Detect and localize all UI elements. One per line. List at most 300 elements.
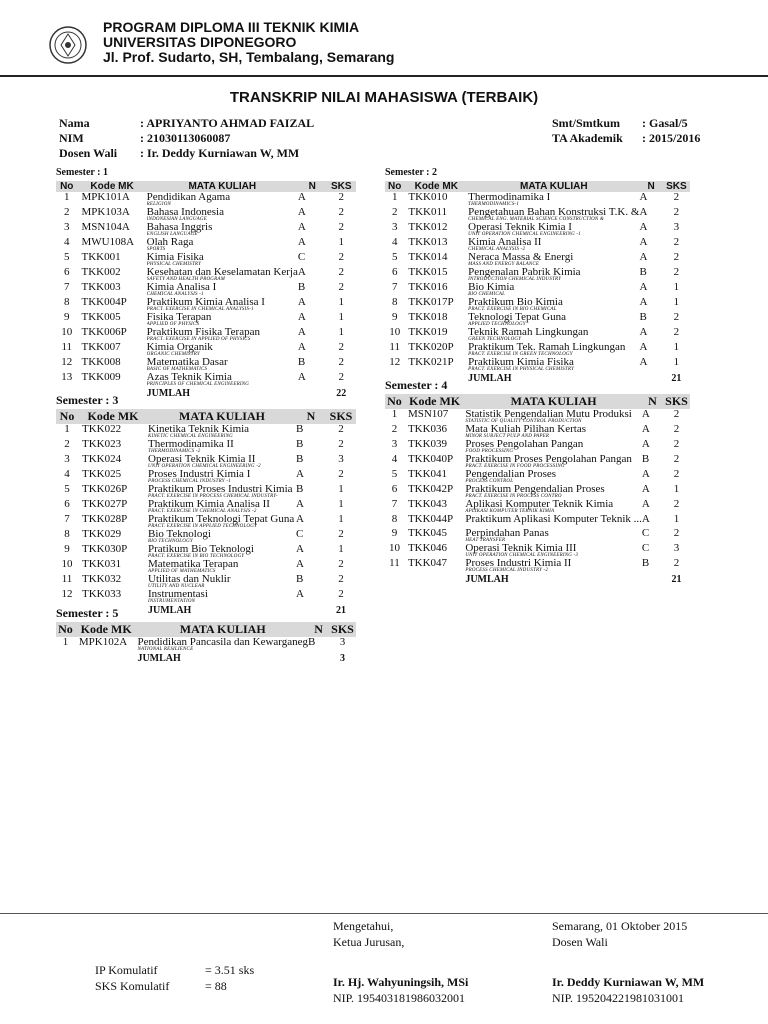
col-sks-header: SKS [663, 181, 690, 192]
semester-title: Semester : 3 [56, 393, 119, 407]
course-name-english: PRACT. EXERCISE IN FOOD PROCESSING [465, 464, 565, 469]
sks-value: = 88 [205, 979, 227, 993]
total-credits: 22 [336, 388, 347, 399]
course-name-english: PRACT. EXERCISE IN BIO TECHNOLOGY [148, 554, 245, 559]
course-code: MWU108A [81, 236, 135, 248]
col-n-header: N [298, 181, 327, 192]
course-name: Pendidikan Pancasila dan Kewarganeg [137, 637, 309, 648]
grade: A [297, 311, 306, 323]
course-code: TKK013 [408, 236, 448, 248]
course-name: Bahasa Indonesia [146, 207, 224, 218]
course-code: TKK043 [407, 498, 448, 510]
credits: 1 [338, 296, 345, 308]
course-name: Praktikum Tek. Ramah Lingkungan [468, 342, 626, 353]
table-row [385, 409, 690, 424]
course-name-cell [465, 439, 642, 454]
course-name-cell [148, 499, 296, 514]
table-row [385, 297, 690, 312]
course-name-cell [468, 207, 639, 222]
course-name-cell [468, 312, 639, 327]
credits: 1 [338, 311, 345, 323]
semester-5-block [56, 606, 356, 666]
total-credits: 3 [340, 653, 346, 664]
course-name-cell [147, 327, 298, 342]
course-name-cell [147, 372, 298, 387]
semester-2-block [385, 167, 690, 386]
grade: A [639, 326, 648, 338]
course-code: TKK021P [408, 356, 454, 368]
dosen-wali-title: Dosen Wali [552, 935, 608, 949]
course-name-cell [148, 454, 296, 469]
credits: 3 [339, 636, 346, 648]
table-row [56, 237, 356, 252]
course-name-english: NATIONAL RESILIENCE [137, 647, 194, 652]
course-name-cell [147, 252, 298, 267]
course-code: TKK011 [408, 206, 448, 218]
course-code: TKK041 [407, 468, 448, 480]
row-number: 11 [61, 341, 73, 353]
grade: A [639, 251, 648, 263]
course-name-english: PROCESS CHEMICAL INDUSTRY -2 [465, 567, 549, 573]
col-kode-header: Kode MK [78, 409, 148, 424]
course-name-english: GREEN TECHNOLOGY [468, 337, 522, 342]
credits: 2 [338, 588, 344, 600]
table-row [56, 312, 356, 327]
credits: 2 [338, 191, 345, 203]
grades-table [56, 409, 356, 618]
course-name-english: MASS AND ENERGY BALANCE [468, 262, 540, 267]
table-row [56, 357, 356, 372]
grade: A [641, 513, 650, 525]
grade: B [308, 636, 316, 648]
grade: A [639, 221, 648, 233]
course-code: TKK047 [407, 556, 448, 569]
course-name-english: APPLIED TECHNOLOGY [468, 322, 526, 327]
col-mata-header: MATA KULIAH [137, 622, 308, 637]
header-line-3: Jl. Prof. Sudarto, SH, Tembalang, Semarang [103, 49, 395, 65]
course-name-cell [148, 514, 296, 529]
table-row [385, 469, 690, 484]
table-row [385, 327, 690, 342]
col-kode-header: Kode MK [404, 181, 468, 192]
total-credits: 21 [671, 373, 682, 384]
total-spacer [56, 652, 75, 666]
grade: A [639, 341, 648, 353]
course-name: Kimia Fisika [146, 252, 204, 263]
table-row [56, 544, 356, 559]
cumulative-summary [95, 962, 254, 994]
course-name: Teknik Ramah Lingkungan [468, 327, 589, 338]
credits: 2 [673, 423, 680, 435]
table-row [56, 484, 356, 499]
course-code: TKK030P [82, 543, 128, 555]
table-row [385, 267, 690, 282]
row-number: 4 [391, 236, 398, 248]
dosen-label: Dosen Wali [59, 146, 118, 160]
course-name: Mata Kuliah Pilihan Kertas [465, 424, 586, 435]
col-sks-header: SKS [663, 394, 690, 409]
grade: A [639, 296, 648, 308]
total-spacer [75, 652, 138, 666]
table-row [385, 312, 690, 327]
wali-signature [552, 918, 687, 950]
nim-label: NIM [59, 131, 84, 145]
credits: 1 [673, 296, 680, 308]
course-name: Matematika Dasar [146, 357, 228, 368]
course-name-english: PHYSICAL CHEMISTRY [146, 262, 202, 267]
course-name-english: PRACT. EXERCISE IN GREEN TECHNOLOGY [468, 352, 573, 357]
course-name: Instrumentasi [148, 589, 208, 600]
course-name-english: CHEMICAL ANALYSIS -2 [468, 247, 526, 252]
course-name-cell [147, 357, 298, 372]
row-number: 1 [391, 191, 398, 203]
col-mata-header: MATA KULIAH [468, 181, 639, 192]
wali-name-block [552, 974, 704, 1006]
col-no-header: No [385, 181, 404, 192]
course-name-english: BIO CHEMICAL [468, 292, 506, 297]
grade: B [639, 311, 647, 323]
credits: 2 [338, 528, 344, 540]
grade: B [296, 438, 304, 450]
course-name-english: STATISTIC OF QUALITY CONTROL PRODUCTION [465, 419, 582, 424]
course-name: Kinetika Teknik Kimia [148, 424, 250, 435]
row-number: 10 [61, 558, 73, 570]
course-name: Pendidikan Agama [146, 192, 231, 203]
course-name: Proses Industri Kimia II [465, 557, 572, 569]
table-row [385, 357, 690, 372]
grade: A [296, 498, 304, 510]
course-name-english: SPORTS [146, 247, 166, 252]
course-name-cell [465, 528, 642, 543]
course-name: Pratikum Bio Teknologi [148, 544, 254, 555]
course-name-cell [148, 469, 296, 484]
course-name-cell [148, 559, 296, 574]
grade: A [641, 468, 650, 480]
course-name-english: PRACT. EXERCISE IN APPLIED TECHNOLOGY [148, 524, 258, 529]
table-row [385, 558, 690, 573]
header-line-2: UNIVERSITAS DIPONEGORO [103, 34, 297, 50]
course-code: TKK009 [81, 371, 121, 383]
course-name-english: PROCESS CONTROL [465, 479, 514, 484]
credits: 2 [338, 341, 345, 353]
course-name-english: CHEMICAL ANALYSIS -1 [146, 292, 204, 297]
col-n-header: N [639, 181, 662, 192]
course-name-cell [465, 424, 642, 439]
course-name: Proses Pengolahan Pangan [465, 439, 584, 450]
table-row [385, 499, 690, 514]
credits: 2 [338, 558, 344, 570]
course-name-english: PROCESS CHEMICAL INDUSTRY -1 [148, 479, 231, 484]
table-row [56, 192, 356, 207]
grades-table [56, 181, 356, 401]
course-name: Kimia Organik [146, 342, 213, 353]
course-name-english: INDONESIAN LANGUAGE [146, 217, 207, 222]
row-number: 5 [64, 483, 70, 495]
row-number: 3 [391, 221, 398, 233]
col-n-header: N [308, 622, 329, 637]
table-row [385, 222, 690, 237]
col-no-header: No [56, 409, 78, 424]
grade: B [296, 573, 304, 585]
grade: B [296, 423, 304, 435]
course-name: Statistik Pengendalian Mutu Produksi [465, 409, 632, 420]
table-row [385, 342, 690, 357]
course-code: TKK004P [81, 296, 127, 308]
row-number: 8 [391, 296, 398, 308]
table-row [56, 424, 356, 439]
grade: A [296, 558, 304, 570]
col-n-header: N [296, 409, 326, 424]
grade: B [639, 266, 647, 278]
course-name: Proses Industri Kimia I [148, 469, 251, 480]
nama-value: : APRIYANTO AHMAD FAIZAL [140, 116, 315, 130]
col-no-header: No [385, 394, 404, 409]
course-name-cell [147, 312, 298, 327]
table-row [56, 267, 356, 282]
course-code: TKK031 [82, 558, 122, 570]
course-name: Pengendalian Proses [465, 469, 557, 480]
page-title: TRANSKRIP NILAI MAHASISWA (TERBAIK) [229, 89, 539, 106]
course-name-english: PRACT. EXERCISE IN PROCESS CHEMICAL INDUSTRY- [148, 494, 278, 499]
grade: C [641, 526, 650, 539]
wali-nip: NIP. 195204221981031001 [552, 991, 685, 1005]
table-row [385, 252, 690, 267]
table-row [385, 237, 690, 252]
total-row [385, 573, 690, 587]
course-name-english: UNIT OPERATION CHEMICAL ENGINEERING -2 [148, 464, 261, 469]
grade: A [639, 236, 648, 248]
grade: A [296, 588, 304, 600]
row-number: 2 [391, 206, 398, 218]
total-label: JUMLAH [468, 373, 512, 384]
ipk-label: IP Komulatif [95, 963, 158, 977]
ipk-value: = 3.51 sks [205, 963, 255, 977]
course-name: Praktikum Bio Kimia [468, 297, 563, 308]
course-name-cell [148, 484, 296, 499]
grade: A [296, 513, 304, 525]
credits: 2 [673, 326, 680, 338]
course-code: TKK025 [82, 468, 122, 480]
course-code: TKK019 [408, 326, 448, 338]
university-seal-icon [48, 25, 88, 65]
course-name: Operasi Teknik Kimia II [148, 454, 256, 465]
course-code: MSN104A [81, 221, 130, 233]
row-number: 5 [63, 251, 70, 263]
course-name-cell [147, 237, 298, 252]
course-name-english: MINOR SUBJECT PULP AND PAPER [465, 434, 550, 439]
credits: 1 [338, 498, 344, 510]
table-row [56, 297, 356, 312]
total-row [56, 652, 356, 666]
row-number: 10 [389, 326, 401, 338]
course-name-english: RELIGION [146, 202, 172, 207]
course-name: Thermodinamika II [148, 439, 234, 450]
ketua-signature [333, 918, 404, 950]
header-divider [0, 75, 768, 77]
credits: 1 [673, 341, 680, 353]
row-number: 5 [391, 251, 398, 263]
course-code: TKK014 [408, 251, 448, 263]
course-name-cell [147, 222, 298, 237]
row-number: 8 [391, 513, 398, 525]
course-name-cell [468, 297, 639, 312]
course-name-english: UNIT OPERATION CHEMICAL ENGINEERING -1 [468, 232, 581, 237]
course-name: Olah Raga [146, 237, 194, 248]
table-row [56, 252, 356, 267]
course-name: Aplikasi Komputer Teknik Kimia [465, 499, 614, 510]
course-code: MPK102A [78, 636, 128, 648]
semester-3-block [56, 393, 356, 618]
row-number: 7 [63, 281, 70, 293]
credits: 2 [673, 266, 680, 278]
course-name: Azas Teknik Kimia [146, 372, 232, 383]
row-number: 3 [64, 453, 70, 465]
credits: 2 [673, 526, 680, 539]
dosen-value: : Ir. Deddy Kurniawan W, MM [140, 146, 300, 160]
course-code: TKK046 [407, 541, 448, 554]
row-number: 1 [62, 636, 69, 648]
table-row [385, 424, 690, 439]
course-name-cell [147, 267, 298, 282]
row-number: 9 [64, 543, 70, 555]
row-number: 1 [391, 408, 398, 420]
grades-table [385, 394, 690, 587]
course-code: TKK029 [82, 528, 122, 540]
grade: A [641, 498, 650, 510]
grade: A [297, 296, 306, 308]
row-number: 11 [389, 556, 400, 569]
row-number: 11 [389, 341, 400, 353]
table-header-row [56, 622, 356, 637]
table-row [56, 222, 356, 237]
table-row [385, 192, 690, 207]
row-number: 6 [63, 266, 70, 278]
row-number: 3 [391, 438, 398, 450]
course-code: TKK012 [408, 221, 448, 233]
total-spacer [642, 573, 663, 587]
course-name-english: KINETIC CHEMICAL ENGINEERING [148, 434, 233, 439]
row-number: 9 [391, 311, 398, 323]
row-number: 4 [63, 236, 70, 248]
ketua-nip: NIP. 195403181986032001 [333, 991, 466, 1005]
course-name: Kimia Analisa I [146, 282, 217, 293]
table-row [56, 282, 356, 297]
course-code: MPK103A [81, 206, 130, 218]
credits: 2 [673, 311, 680, 323]
col-n-header: N [642, 394, 663, 409]
credits: 2 [673, 498, 680, 510]
course-name: Bio Kimia [468, 282, 515, 293]
course-code: TKK020P [408, 341, 454, 353]
semester-title: Semester : 2 [385, 167, 438, 178]
course-code: TKK028P [82, 513, 128, 525]
table-header-row [385, 394, 690, 409]
course-name-english: UNIT OPERATION CHEMICAL ENGINEERING -3 [465, 552, 579, 558]
grade: C [641, 541, 650, 554]
row-number: 7 [391, 498, 398, 510]
course-name-english: SAFETY AND HEALTH PROGRAM [146, 277, 225, 282]
grade: C [297, 251, 306, 263]
course-name: Praktikum Fisika Terapan [146, 327, 260, 338]
credits: 1 [338, 236, 345, 248]
course-code: MPK101A [81, 191, 130, 203]
course-code: TKK036 [407, 423, 448, 435]
grade: A [639, 206, 648, 218]
course-code: TKK010 [408, 191, 448, 203]
ketua-title: Ketua Jurusan, [333, 935, 405, 949]
row-number: 1 [64, 423, 70, 435]
table-row [56, 327, 356, 342]
table-row [385, 514, 690, 528]
course-name-cell [468, 282, 639, 297]
table-row [56, 207, 356, 222]
grade: A [641, 423, 650, 435]
semester-1-block [56, 167, 356, 401]
course-name-english: THERMODINAMICS-1 [468, 202, 520, 207]
col-no-header: No [56, 181, 77, 192]
sks-label: SKS Komulatif [95, 979, 170, 993]
course-name: Praktikum Proses Pengolahan Pangan [465, 454, 632, 465]
table-row [56, 372, 356, 387]
course-name-cell [465, 514, 642, 528]
table-row [385, 528, 690, 543]
course-name-english: PRACT. EXERCISE IN APPLIED OF PHYSICS [146, 337, 251, 342]
course-name-english: APPLIED OF MATHEMATICS [148, 569, 216, 574]
course-code: TKK007 [81, 341, 121, 353]
header-line-1: PROGRAM DIPLOMA III TEKNIK KIMIA [103, 19, 360, 35]
semester-title: Semester : 4 [385, 378, 448, 392]
row-number: 11 [61, 573, 73, 585]
nim-value: : 21030113060087 [140, 131, 231, 145]
total-credits: 21 [671, 573, 682, 585]
credits: 3 [673, 541, 680, 554]
course-code: TKK003 [81, 281, 121, 293]
grade: B [641, 556, 650, 569]
credits: 1 [338, 483, 344, 495]
table-row [56, 589, 356, 604]
grade: A [639, 281, 648, 293]
course-code: TKK001 [81, 251, 121, 263]
row-number: 10 [388, 541, 400, 554]
table-row [56, 574, 356, 589]
course-name-english: PRACT. EXERCISE IN PHYSICAL CHEMISTRY [468, 367, 575, 372]
course-name-cell [468, 222, 639, 237]
credits: 1 [338, 513, 344, 525]
grade: C [296, 528, 304, 540]
wali-name: Ir. Deddy Kurniawan W, MM [552, 975, 705, 989]
course-name-english: PRACT. EXERCISE IN CHEMICAL ANALYSIS-1 [146, 307, 254, 312]
credits: 1 [673, 281, 680, 293]
total-label: JUMLAH [465, 573, 509, 585]
course-name: Pengenalan Pabrik Kimia [468, 267, 581, 278]
row-number: 2 [63, 206, 70, 218]
row-number: 6 [64, 498, 70, 510]
course-name: Thermodinamika I [468, 192, 551, 203]
course-name-english: BIO TECHNOLOGY [148, 539, 193, 544]
grade: A [296, 468, 304, 480]
grade: A [641, 438, 650, 450]
course-name-cell [148, 439, 296, 454]
course-code: TKK024 [82, 453, 122, 465]
credits: 1 [673, 356, 680, 368]
course-name-english: PRACT. EXERCISE IN PROCESS CONTRO [465, 494, 562, 499]
table-row [56, 469, 356, 484]
grade: A [297, 341, 306, 353]
course-code: TKK006P [81, 326, 127, 338]
col-mata-header: MATA KULIAH [147, 181, 298, 192]
credits: 3 [338, 453, 344, 465]
col-mata-header: MATA KULIAH [465, 394, 642, 409]
